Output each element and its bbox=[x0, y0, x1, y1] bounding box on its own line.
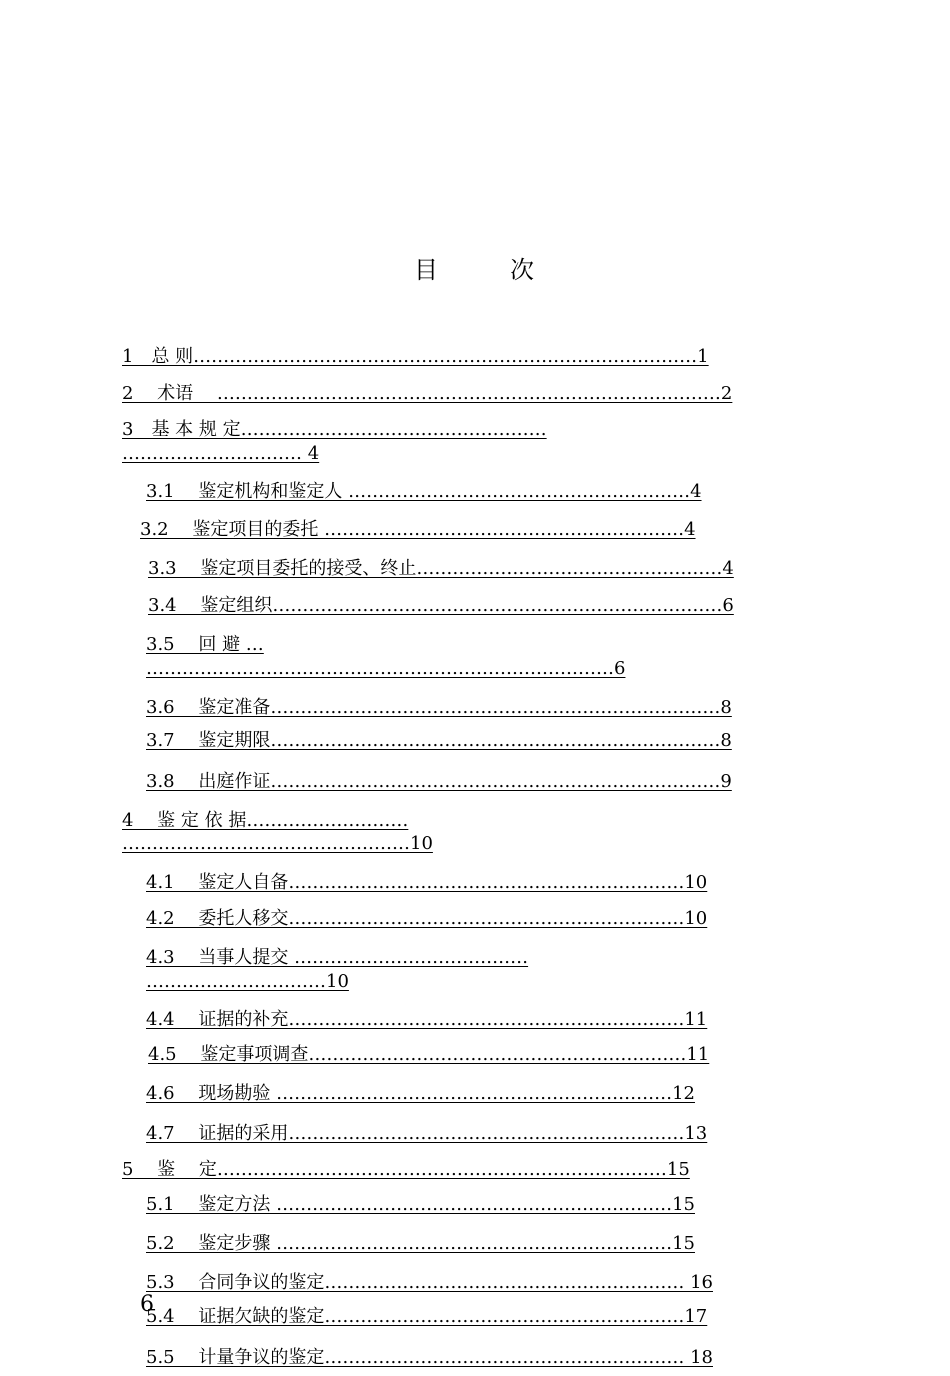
toc-entry-4-1[interactable]: 4.1 鉴定人自备…………………………………………………………10 bbox=[146, 872, 708, 893]
toc-entry-3-5-cont[interactable]: ……………………………………………………………………6 bbox=[146, 658, 626, 679]
toc-entry-4-3[interactable]: 4.3 当事人提交 ………………………………… bbox=[146, 947, 529, 968]
toc-entry-5-3[interactable]: 5.3 合同争议的鉴定…………………………………………………… 16 bbox=[146, 1272, 713, 1293]
toc-entry-3-5[interactable]: 3.5 回 避 … bbox=[146, 634, 264, 655]
toc-title-right: 次 bbox=[510, 256, 536, 284]
toc-entry-4-7[interactable]: 4.7 证据的采用…………………………………………………………13 bbox=[146, 1123, 708, 1144]
toc-entry-5[interactable]: 5 鉴 定…………………………………………………………………15 bbox=[122, 1159, 690, 1180]
toc-title bbox=[0, 250, 950, 285]
toc-entry-3-8[interactable]: 3.8 出庭作证…………………………………………………………………9 bbox=[146, 771, 732, 792]
toc-entry-3-cont[interactable]: ………………………… 4 bbox=[122, 443, 320, 464]
toc-entry-3-2[interactable]: 3.2 鉴定项目的委托 ……………………………………………………4 bbox=[140, 519, 696, 540]
toc-entry-2[interactable]: 2 术语 …………………………………………………………………………2 bbox=[122, 383, 733, 404]
toc-entry-3-1[interactable]: 3.1 鉴定机构和鉴定人 …………………………………………………4 bbox=[146, 481, 702, 502]
toc-entry-1[interactable]: 1 总 则…………………………………………………………………………1 bbox=[122, 346, 709, 367]
toc-entry-4-3-cont[interactable]: …………………………10 bbox=[146, 971, 349, 992]
toc-entry-5-4[interactable]: 5.4 证据欠缺的鉴定……………………………………………………17 bbox=[146, 1306, 708, 1327]
toc-entry-4-6[interactable]: 4.6 现场勘验 …………………………………………………………12 bbox=[146, 1083, 695, 1104]
toc-entry-4-4[interactable]: 4.4 证据的补充…………………………………………………………11 bbox=[146, 1009, 708, 1030]
toc-entry-3[interactable]: 3 基 本 规 定…………………………………………… bbox=[122, 419, 547, 440]
toc-entry-4-5[interactable]: 4.5 鉴定事项调查………………………………………………………11 bbox=[148, 1044, 710, 1065]
toc-entry-5-1[interactable]: 5.1 鉴定方法 …………………………………………………………15 bbox=[146, 1194, 695, 1215]
toc-entry-4-cont[interactable]: …………………………………………10 bbox=[122, 833, 433, 854]
toc-entry-4[interactable]: 4 鉴 定 依 据……………………… bbox=[122, 810, 409, 831]
toc-entry-3-6[interactable]: 3.6 鉴定准备…………………………………………………………………8 bbox=[146, 697, 732, 718]
page-number: 6 bbox=[140, 1292, 154, 1317]
toc-entry-5-5[interactable]: 5.5 计量争议的鉴定…………………………………………………… 18 bbox=[146, 1347, 713, 1368]
toc-entry-3-4[interactable]: 3.4 鉴定组织…………………………………………………………………6 bbox=[148, 595, 734, 616]
toc-entry-3-7[interactable]: 3.7 鉴定期限…………………………………………………………………8 bbox=[146, 730, 732, 751]
toc-entry-4-2[interactable]: 4.2 委托人移交…………………………………………………………10 bbox=[146, 908, 708, 929]
toc-entry-5-2[interactable]: 5.2 鉴定步骤 …………………………………………………………15 bbox=[146, 1233, 695, 1254]
toc-title-left: 目 bbox=[414, 256, 440, 284]
toc-entry-3-3[interactable]: 3.3 鉴定项目委托的接受、终止……………………………………………4 bbox=[148, 558, 734, 579]
